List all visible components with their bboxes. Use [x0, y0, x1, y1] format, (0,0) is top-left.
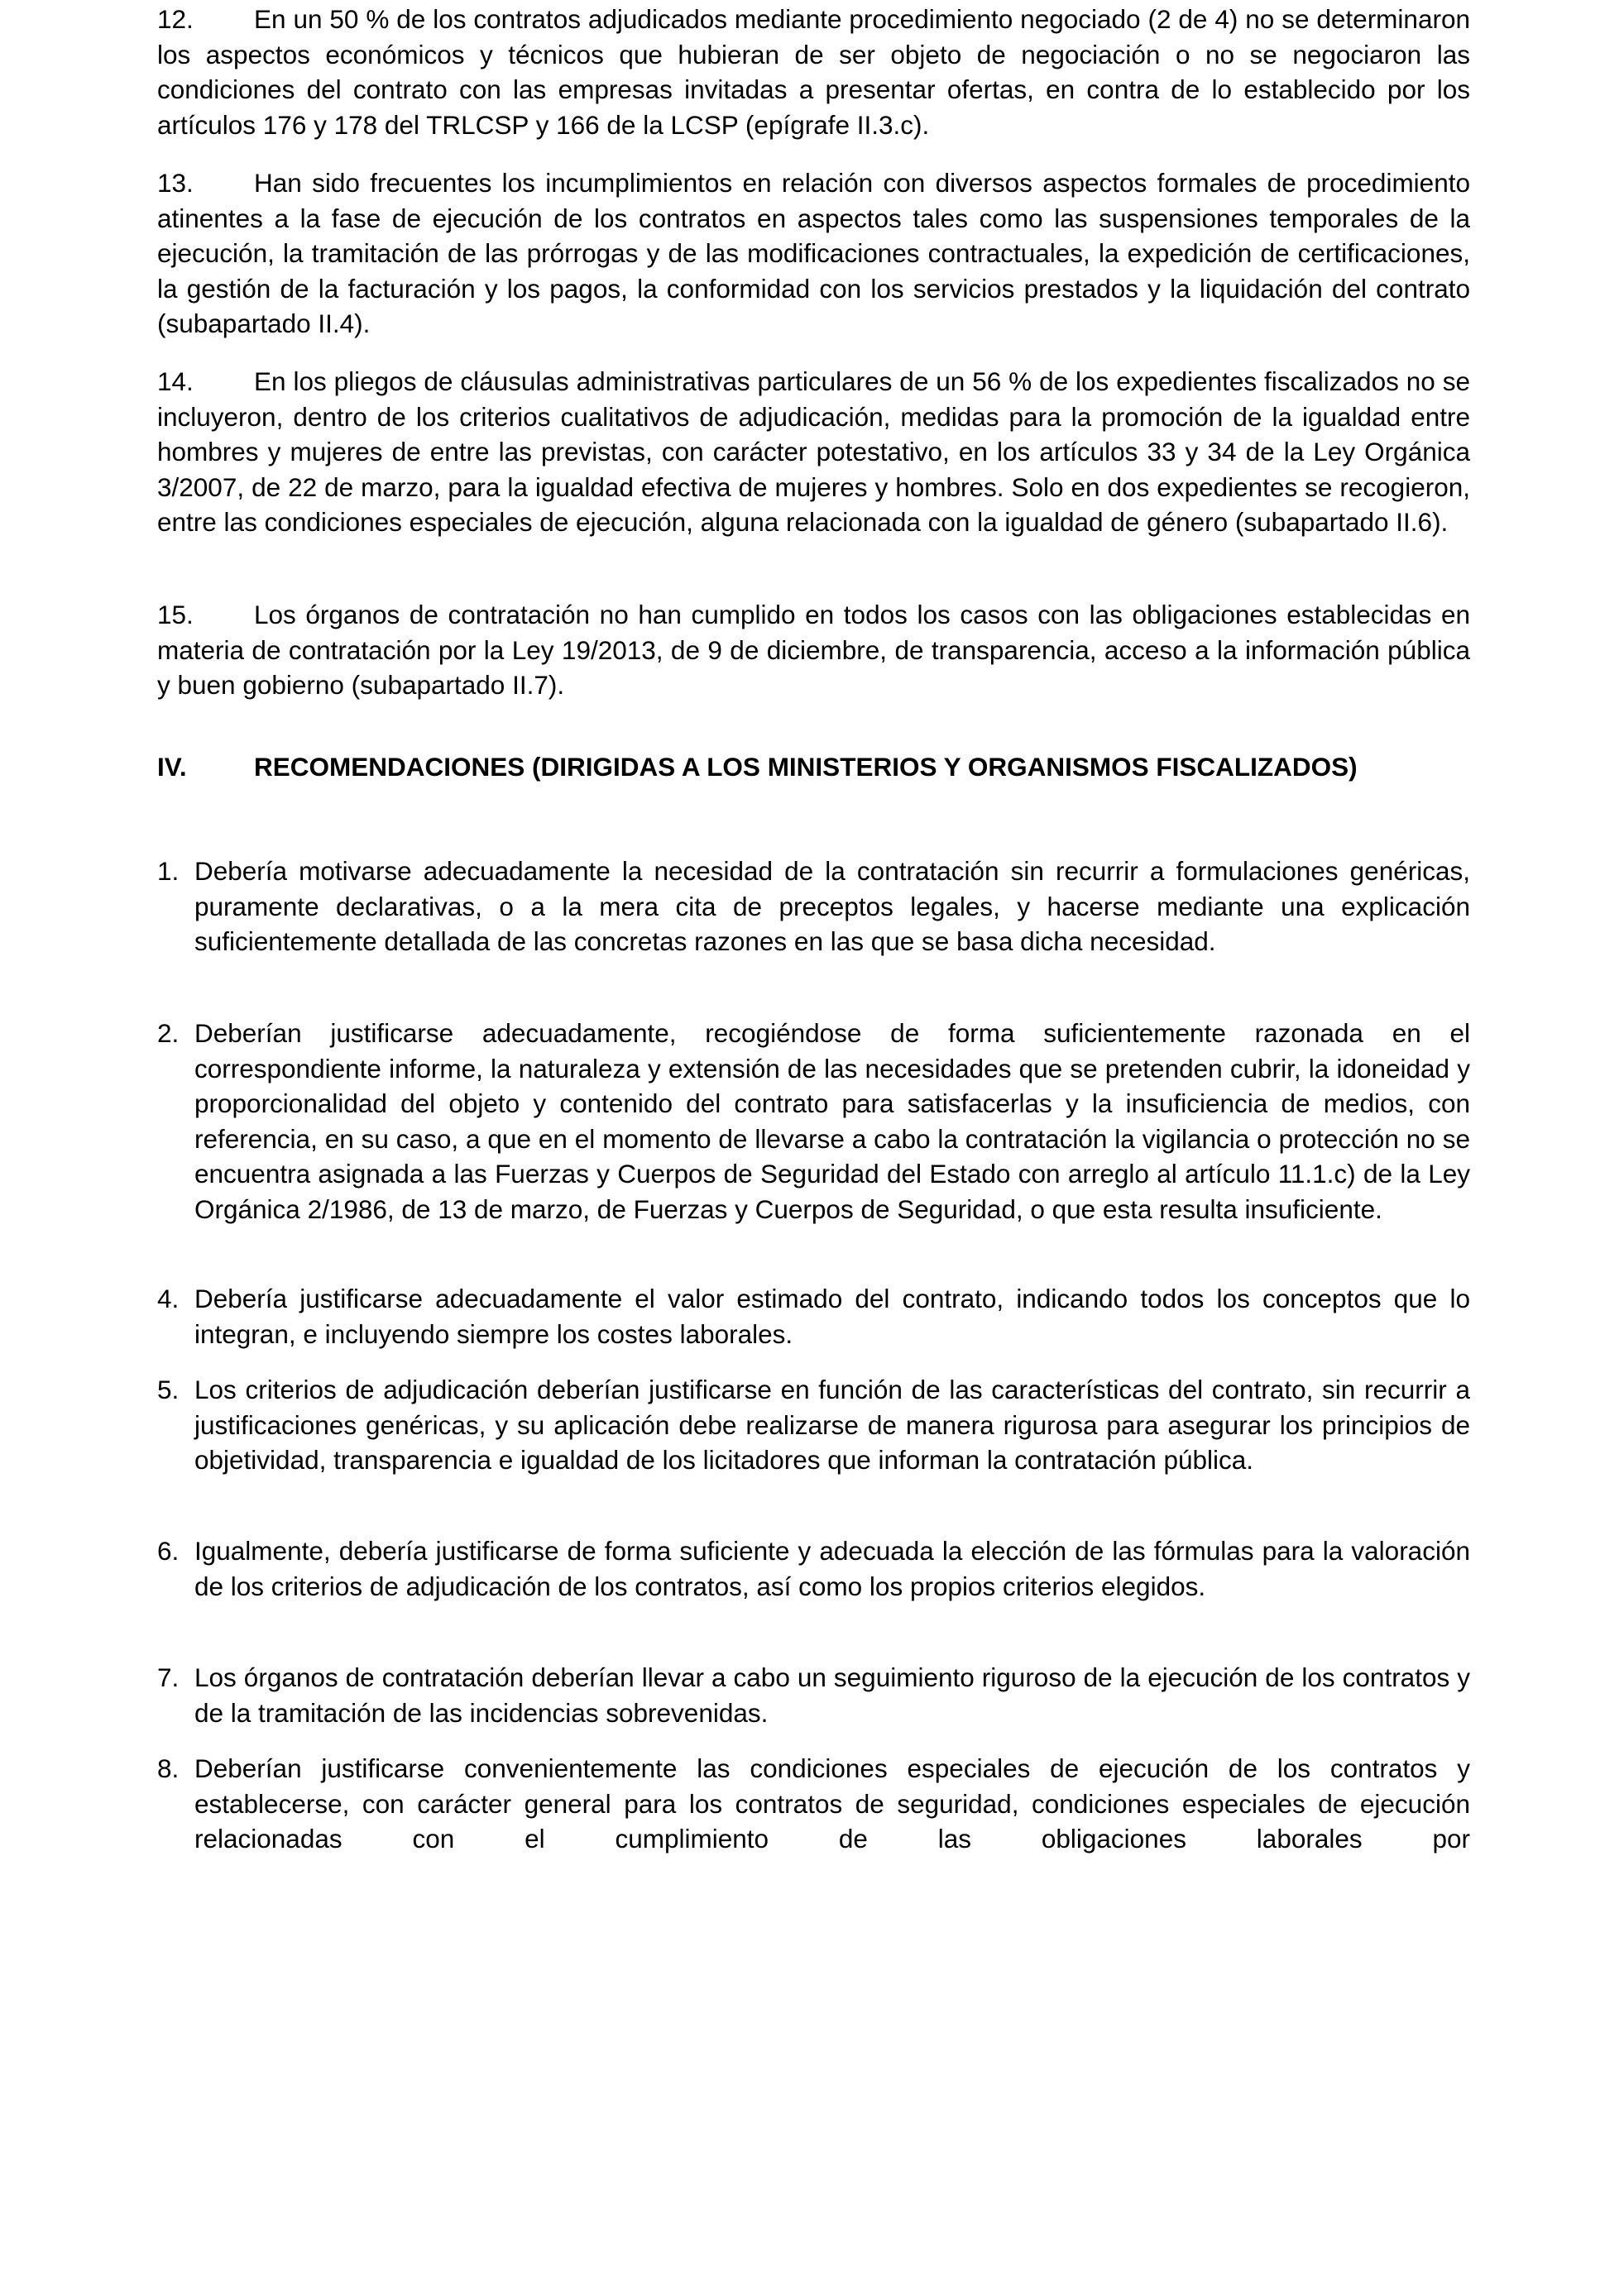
finding-15 — [157, 597, 1470, 703]
recommendation-text: Los criterios de adjudicación deberían justificarse en función de las características del contrato, sin recurrir a justificaciones genéricas, y su aplicación debe realizarse de manera rigurosa para asegurar los principios de objetividad, transparencia e igualdad de los licitadores que informan la contratación pública. — [194, 1375, 1470, 1475]
finding-text: Los órganos de contratación no han cumplido en todos los casos con las obligaciones establecidas en materia de contratación por la Ley 19/2013, de 9 de diciembre, de transparencia, acceso a la información pública y buen gobierno (subapartado II.7). — [157, 600, 1470, 700]
finding-text: Han sido frecuentes los incumplimientos en relación con diversos aspectos formales de procedimiento atinentes a la fase de ejecución de los contratos en aspectos tales como las suspensiones temporales de la ejecución, la tramitación de las prórrogas y de las modificaciones contractuales, la expedición de certificaciones, la gestión de la facturación y los pagos, la conformidad con los servicios prestados y la liquidación del contrato (subapartado II.4). — [157, 168, 1470, 338]
recommendation-text: Deberían justificarse convenientemente las condiciones especiales de ejecución de los contratos y establecerse, con carácter general para los contratos de seguridad, condiciones especiales de ejecución relacionadas con el cumplimiento de las obligaciones laborales por — [194, 1753, 1470, 1854]
finding-number: 13. — [157, 168, 194, 198]
recommendation-text: Debería motivarse adecuadamente la necesidad de la contratación sin recurrir a formulaciones genéricas, puramente declarativas, o a la mera cita de preceptos legales, y hacerse mediante una explicación suficientemente detallada de las concretas razones en las que se basa dicha necesidad. — [194, 856, 1470, 956]
recommendation-2 — [157, 1016, 1470, 1227]
recommendation-text: Igualmente, debería justificarse de forma suficiente y adecuada la elección de las fórmulas para la valoración de los criterios de adjudicación de los contratos, así como los propios criterios elegidos. — [194, 1536, 1470, 1601]
finding-12 — [157, 2, 1470, 142]
recommendation-number: 5. — [157, 1375, 180, 1404]
recommendation-text: Los órganos de contratación deberían llevar a cabo un seguimiento riguroso de la ejecución de los contratos y de la tramitación de las incidencias sobrevenidas. — [194, 1662, 1470, 1728]
recommendation-7 — [157, 1660, 1470, 1730]
recommendation-number: 6. — [157, 1536, 180, 1566]
recommendation-number: 1. — [157, 856, 180, 886]
recommendation-number: 4. — [157, 1284, 180, 1313]
recommendation-number: 8. — [157, 1753, 180, 1783]
recommendation-8 — [157, 1751, 1470, 1857]
section-title: RECOMENDACIONES (DIRIGIDAS A LOS MINISTERIOS Y ORGANISMOS FISCALIZADOS) — [254, 752, 1358, 782]
recommendation-number: 7. — [157, 1662, 180, 1692]
recommendation-number: 2. — [157, 1018, 180, 1048]
finding-14 — [157, 364, 1470, 540]
recommendation-1 — [157, 854, 1470, 959]
finding-number: 12. — [157, 4, 194, 34]
finding-number: 14. — [157, 366, 194, 396]
finding-13 — [157, 165, 1470, 342]
recommendation-text: Debería justificarse adecuadamente el valor estimado del contrato, indicando todos los conceptos que lo integran, e incluyendo siempre los costes laborales. — [194, 1284, 1470, 1349]
finding-number: 15. — [157, 600, 194, 629]
recommendation-text: Deberían justificarse adecuadamente, recogiéndose de forma suficientemente razonada en el correspondiente informe, la naturaleza y extensión de las necesidades que se pretenden cubrir, la idoneidad y proporcionalidad del objeto y contenido del contrato para satisfacerlas y la insuficiencia de medios, con referencia, en su caso, a que en el momento de llevarse a cabo la contratación la vigilancia o protección no se encuentra asignada a las Fuerzas y Cuerpos de Seguridad del Estado con arreglo al artículo 11.1.c) de la Ley Orgánica 2/1986, de 13 de marzo, de Fuerzas y Cuerpos de Seguridad, o que esta resulta insuficiente. — [194, 1018, 1470, 1224]
section-number: IV. — [157, 752, 187, 782]
recommendation-6 — [157, 1533, 1470, 1604]
recommendation-5 — [157, 1372, 1470, 1478]
finding-text: En los pliegos de cláusulas administrativas particulares de un 56 % de los expedientes fiscalizados no se incluyeron, dentro de los criterios cualitativos de adjudicación, medidas para la promoción de la igualdad entre hombres y mujeres de entre las previstas, con carácter potestativo, en los artículos 33 y 34 de la Ley Orgánica 3/2007, de 22 de marzo, para la igualdad efectiva de mujeres y hombres. Solo en dos expedientes se recogieron, entre las condiciones especiales de ejecución, alguna relacionada con la igualdad de género (subapartado II.6). — [157, 366, 1470, 537]
section-heading — [157, 749, 1470, 785]
recommendation-4 — [157, 1281, 1470, 1351]
finding-text: En un 50 % de los contratos adjudicados mediante procedimiento negociado (2 de 4) no se determinaron los aspectos económicos y técnicos que hubieran de ser objeto de negociación o no se negociaron las condiciones del contrato con las empresas invitadas a presentar ofertas, en contra de lo establecido por los artículos 176 y 178 del TRLCSP y 166 de la LCSP (epígrafe II.3.c). — [157, 4, 1470, 140]
